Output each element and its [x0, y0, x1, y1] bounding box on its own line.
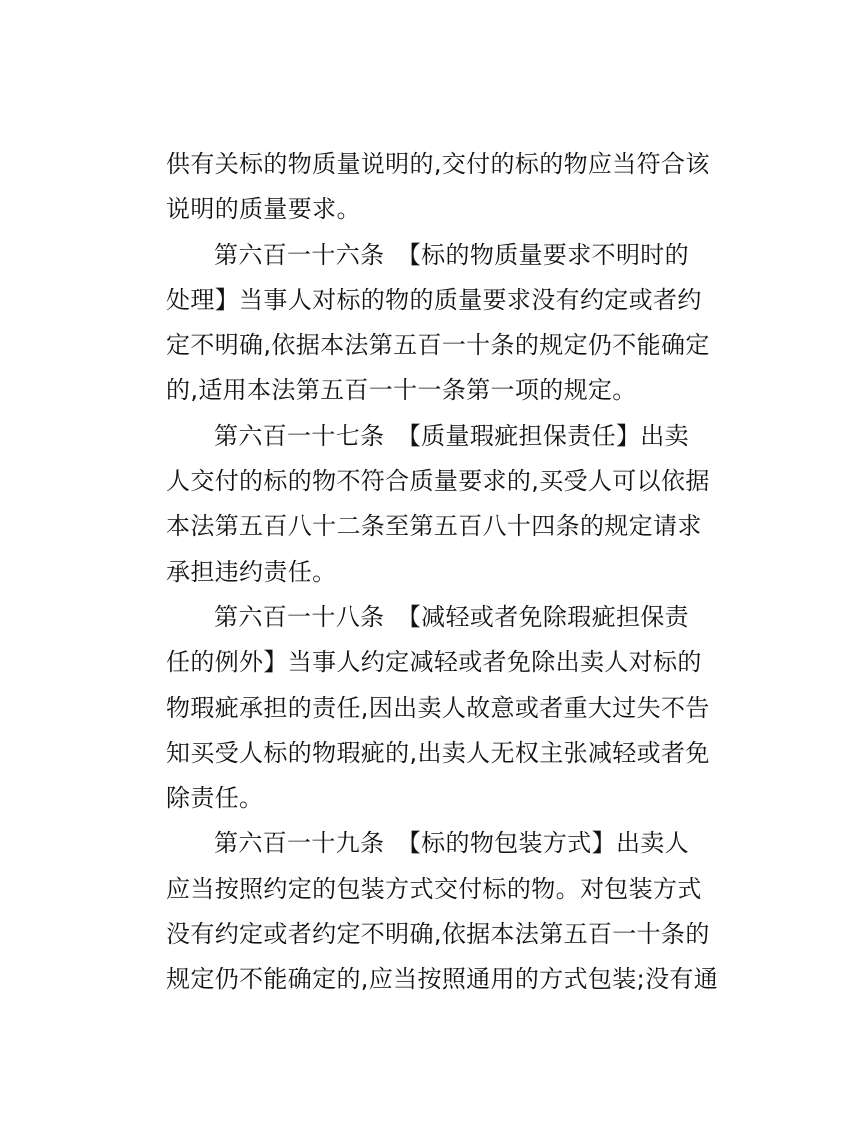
text-line: 供有关标的物质量说明的,交付的标的物应当符合该	[166, 150, 710, 178]
article-619-heading-line: 第六百一十九条 【标的物包装方式】出卖人	[214, 829, 689, 858]
text-line: 人交付的标的物不符合质量要求的,买受人可以依据	[166, 467, 710, 496]
text-line: 定不明确,依据本法第五百一十条的规定仍不能确定	[166, 331, 710, 360]
text-line: 说明的质量要求。	[166, 195, 361, 224]
document-body	[166, 142, 719, 1003]
article-617-heading-line: 第六百一十七条 【质量瑕疵担保责任】出卖	[214, 421, 689, 450]
text-line: 的,适用本法第五百一十一条第一项的规定。	[166, 376, 637, 405]
text-line: 应当按照约定的包装方式交付标的物。对包装方式	[166, 874, 702, 903]
text-line: 规定仍不能确定的,应当按照通用的方式包装;没有通	[166, 965, 719, 994]
text-line: 本法第五百八十二条至第五百八十四条的规定请求	[166, 512, 702, 541]
text-line: 知买受人标的物瑕疵的,出卖人无权主张减轻或者免	[166, 738, 710, 767]
text-line: 承担违约责任。	[166, 557, 337, 586]
text-line: 处理】当事人对标的物的质量要求没有约定或者约	[166, 285, 702, 314]
article-618-heading-line: 第六百一十八条 【减轻或者免除瑕疵担保责	[214, 602, 689, 631]
text-line: 任的例外】当事人约定减轻或者免除出卖人对标的	[166, 648, 702, 677]
text-line: 物瑕疵承担的责任,因出卖人故意或者重大过失不告	[166, 693, 710, 722]
text-line: 没有约定或者约定不明确,依据本法第五百一十条的	[166, 920, 710, 949]
text-line: 除责任。	[166, 784, 264, 813]
article-616-heading-line: 第六百一十六条 【标的物质量要求不明时的	[214, 240, 689, 269]
